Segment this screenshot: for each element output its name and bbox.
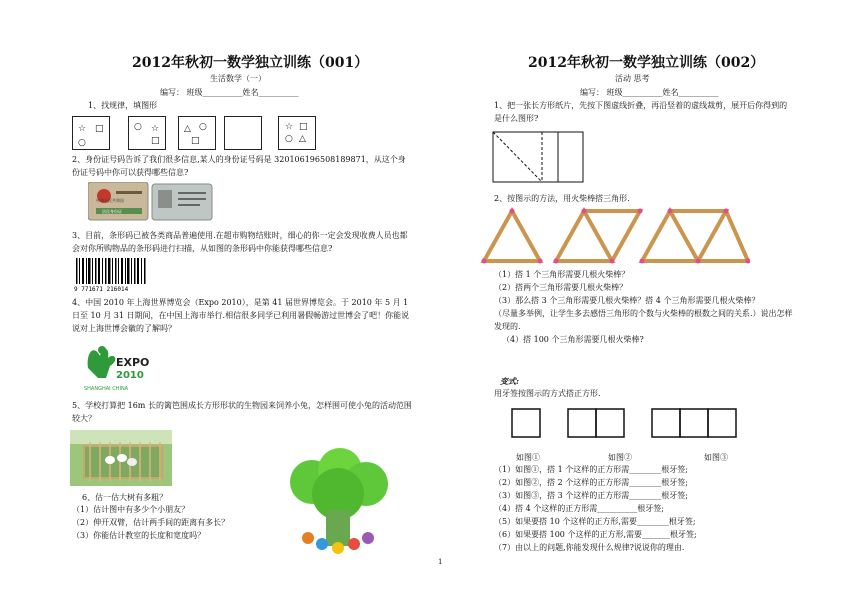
right-question-1: 1、把一张长方形纸片，先按下图虚线折叠，再沿竖着的虚线裁剪，展开后你得到的是什么图形?: [494, 101, 788, 123]
right-title: 2012年秋初一数学独立训练（002）: [528, 55, 765, 71]
q2-item-4: （4）搭 100 个三角形需要几根火柴棒?: [502, 335, 644, 344]
toothpick-squares-figure: [510, 405, 750, 445]
svg-text:中华人民共和国: 中华人民共和国: [96, 198, 124, 203]
matchstick-triangles-figure: [480, 205, 750, 265]
variant-item-1: （1）如图①，搭 1 个这样的正方形需________根牙签;: [494, 465, 688, 474]
variant-item-7: （7）由以上的问题,你能发现什么规律?说说你的理由.: [494, 543, 685, 552]
q2-item-2: （2）搭两个三角形需要几根火柴棒？: [494, 283, 628, 292]
pattern-box-5: ☆ □ ○ △: [278, 116, 316, 150]
pattern-box-2: ○ ☆ □: [128, 116, 166, 150]
folded-paper-figure: [492, 131, 586, 185]
right-subtitle: 活动 思考: [615, 74, 650, 83]
variant-item-3: （3）如图③，搭 3 个这样的正方形需________根牙签;: [494, 491, 688, 500]
fig-label-3: 如图③: [704, 453, 728, 462]
q2-item-note: （尽量多举例，让学生多去感悟三角形的个数与火柴棒的根数之间的关系.）说出怎样发现的.: [494, 309, 793, 331]
q2-item-1: （1）搭 1 个三角形需要几根火柴棒？: [494, 270, 630, 279]
question-6-item-1: （1）估计图中有多少个小朋友？: [72, 505, 190, 514]
variant-item-4: （4）搭 4 个这样的正方形需__________根牙签;: [494, 504, 664, 513]
right-meta: 编写： 班级__________姓名__________: [580, 88, 719, 97]
fig-label-2: 如图②: [608, 453, 632, 462]
expo-logo: [80, 338, 152, 396]
variant-item-2: （2）如图②，搭 2 个这样的正方形需________根牙签;: [494, 478, 688, 487]
right-worksheet: [480, 0, 793, 607]
left-subtitle: 生活数学（一）: [210, 74, 266, 83]
question-1: 1、找规律，填图形: [88, 101, 158, 110]
question-6-item-2: （2）伸开双臂，估计两手间的距离有多长？: [72, 518, 230, 527]
variant-item-6: （6）如果要搭 100 个这样的正方形,需要_______根牙签;: [494, 530, 697, 539]
left-title: 2012年秋初一数学独立训练（001）: [132, 55, 369, 71]
question-5: 5、学校打算把 16m 长的篱笆围成长方形形状的生物园来饲养小兔，怎样围可使小兔的活动范围较大？: [72, 401, 412, 423]
question-6: 6、估一估大树有多粗？: [82, 493, 168, 502]
left-worksheet: [60, 0, 430, 607]
question-6-item-3: （3）你能估计教室的长度和宽度吗？: [72, 531, 206, 540]
barcode-image: [74, 258, 150, 292]
q2-item-3: （3）那么搭 3 个三角形需要几根火柴棒？搭 4 个三角形需要几根火柴棒？: [494, 296, 760, 305]
pattern-box-1: ☆ □ ○: [72, 116, 110, 150]
svg-text:9 771671 216014: 9 771671 216014: [74, 286, 129, 292]
svg-text:SHANGHAI CHINA: SHANGHAI CHINA: [84, 386, 129, 392]
variant-description: 用牙签按图示的方式搭正方形.: [494, 389, 601, 398]
id-card-image: [88, 182, 214, 222]
question-3: 3、目前，条形码已被各类商品普遍使用.在超市购物结账时，细心的你一定会发现收费人员也都会对你所购物品的条形码进行扫描，从如图的条形码中你能获得哪些信息?: [72, 231, 408, 253]
question-2: 2、身份证号码告诉了我们很多信息,某人的身份证号码是 320106196508189871，从这个身份证号码中你可以获得哪些信息?: [72, 155, 406, 177]
fig-label-1: 如图①: [516, 453, 540, 462]
pattern-box-blank: [224, 116, 262, 150]
right-question-2: 2、按图示的方法，用火柴棒搭三角形.: [494, 194, 630, 203]
rabbit-fence-image: [70, 430, 172, 486]
page-number: 1: [438, 558, 443, 566]
svg-text:EXPO: EXPO: [116, 356, 150, 369]
svg-text:居民身份证: 居民身份证: [102, 209, 122, 214]
pattern-box-3: △ ○ □: [178, 116, 216, 150]
big-tree-image: [282, 448, 392, 558]
question-4: 4、中国 2010 年上海世界博览会（Expo 2010），是第 41 届世界博览会。于 2010 年 5 月 1 日至 10 月 31 日期间，在中国上海市举行.相信很多同学已利用暑假畅游过世博会了吧！你能说说对上海世博会徽的了解吗？: [72, 298, 410, 333]
left-meta: 编写： 班级__________姓名__________: [160, 88, 299, 97]
variant-label: 变式:: [500, 376, 519, 386]
svg-text:2010: 2010: [116, 370, 144, 381]
variant-item-5: （5）如果要搭 10 个这样的正方形,需要________根牙签;: [494, 517, 696, 526]
